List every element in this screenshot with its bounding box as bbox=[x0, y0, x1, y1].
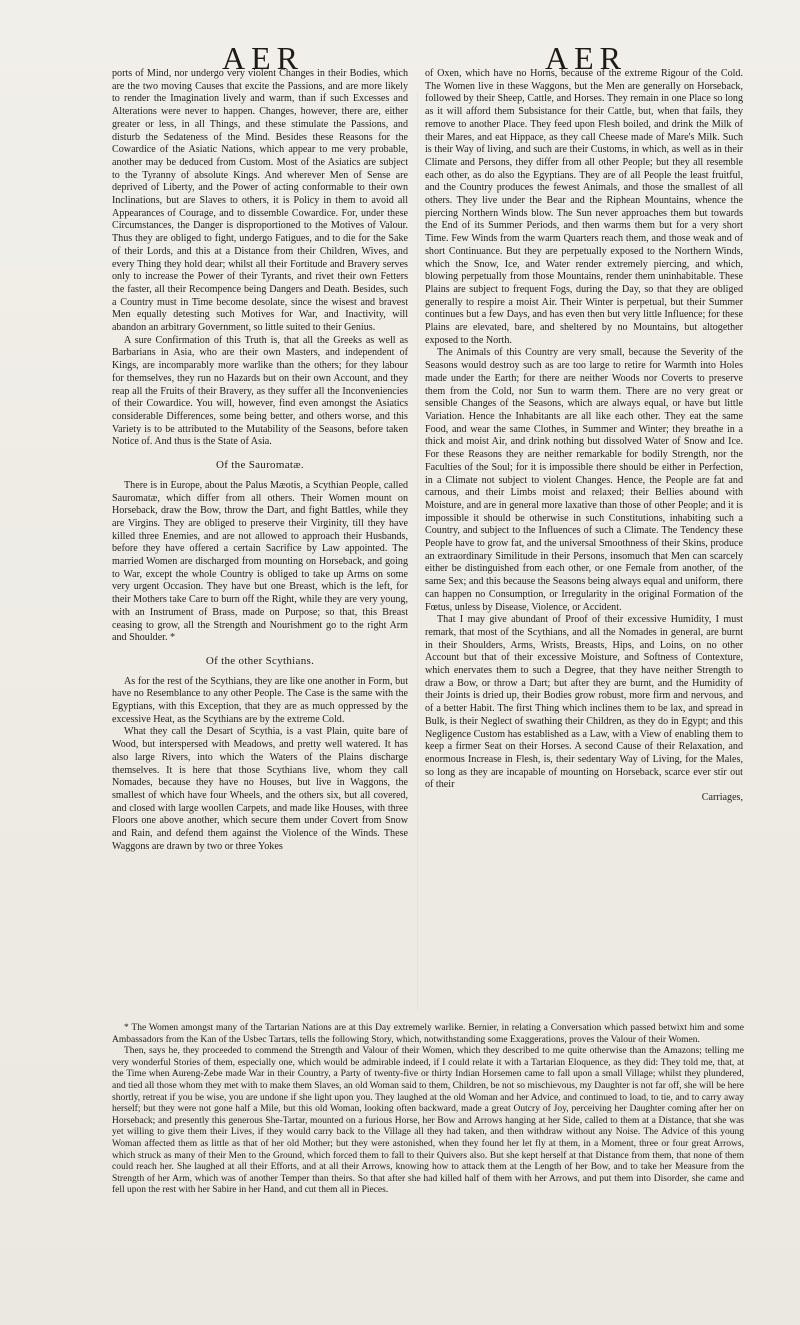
paragraph: A sure Confirmation of this Truth is, that all the Greeks as well as Barbarians in Asia, who are their own Masters, and independent of Kings, are incomparably more warlike than the others; for they labour for themselves, they run no Hazards but on their own Account, and they reap all the Fruits of their Bravery, as they suffer all the Inconveniencies of their Cowardice. You will, however, find even amongst the Asiatics considerable Differences, some being better, and others worse, and this Variety is to be attributed to the Mutability of the Seasons, before taken Notice of. And thus is the State of Asia. bbox=[112, 334, 408, 448]
right-column bbox=[425, 68, 743, 805]
paragraph: The Animals of this Country are very small, because the Severity of the Seasons would destroy such as are too large to retire for Warmth into Holes made under the Earth; for there are neither Woods nor Coverts to preserve them from the Cold, nor Sun to warm them. There are no very great or sensible Changes of the Seasons, which are always equal, or have but little Variation. Hence the Inhabitants are all like each other. They eat the same Food, and wear the same Clothes, in Summer and Winter; they breathe in a thick and moist Air, and drink nothing but dissolved Water of Snow and Ice. For these Reasons they are neither remarkable for bodily Strength, nor the Faculties of the Soul; for it is impossible there should be either in Perfection, in a Climate not subject to violent Changes. Hence, the People are fat and carnous, and their Limbs moist and relaxed; their Bellies abound with Moisture, and are in general more laxative than those of other People; and it is impossible it should be otherwise in such Constitutions, inhabiting such a Country, and subject to the Influences of such a Climate. The Tendency these People have to grow fat, and the universal Smoothness of their Skins, produce an extraordinary Similitude in their Persons, insomuch that Men can scarcely either be distinguished from each other, or one Female from another, of the same Sex; and this because the Seasons being always equal and uniform, there can happen no Consumption, or Irregularity in the original Formation of the Fœtus, unless by Disease, Violence, or Accident. bbox=[425, 347, 743, 613]
footnote-paragraph: Then, says he, they proceeded to commend the Strength and Valour of their Women, which they described to me quite otherwise than the Amazons; telling me very wonderful Stories of them, especially one, which would be admirable indeed, if I could relate it with a Tartarian Eloquence, as they did: They told me, that, at the Time when Aureng-Zebe made War in their Country, a Party of twenty-five or thirty Indian Horsemen came to fall upon a small Village; whilst they plundered, and tied all those whom they met with to make them Slaves, an old Woman said to them, Children, be not so mischievous, my Daughter is not far off, she will be here shortly, retreat if you be wise, you are undone if she light upon you. They laughed at the old Woman and her Advice, and continued to load, to tie, and to carry away herself; but they were not gone half a Mile, but this old Woman, looking often backward, made a great Outcry of Joy, perceiving her Daughter coming after her on Horseback; and presently this generous She-Tartar, mounted on a furious Horse, her Bow and Arrows hanging at her Side, called to them at a Distance, that she was yet willing to give them their Lives, if they would carry back to the Village all they had taken, and then withdraw without any Noise. The Advice of this young Woman affected them as little as that of her old Mother; but they were astonished, when they found her let fly at them, in a Moment, three or four great Arrows, which struck as many of their Men to the Ground, which forced them to fall to their Quivers also. But she kept herself at that Distance from them, that none of them could reach her. She laughed at all their Efforts, and at all their Arrows, knowing how to attack them at the Length of her Bow, and to take her Measure from the Strength of her Arm, which was of another Temper than theirs. So that after she had killed half of them with her Arrows, and put them into Disorder, she came and fell upon the rest with her Sabire in her Hand, and cut them all in Pieces. bbox=[112, 1046, 744, 1196]
footnote-paragraph: * The Women amongst many of the Tartarian Nations are at this Day extremely warlike. Bernier, in relating a Conversation which passed betwixt him and some Ambassadors from the Kan of the Usbec Tartars, tells the following Story, which, notwithstanding some Exaggerations, proves the Valour of their Women. bbox=[112, 1023, 744, 1045]
paragraph: That I may give abundant of Proof of their excessive Humidity, I must remark, that most of the Scythians, and all the Nomades in general, are burnt in their Shoulders, Arms, Wrists, Breasts, Hips, and Loins, on no other Account but that of their excessive Moisture, and Softness of Contexture, which enervates them to such a Degree, that they have neither Strength to draw a Bow, or throw a Dart; but after they are burnt, and the Humidity of their Joints is dried up, their Bodies grow robust, more firm and nervous, and of a better Habit. The first Thing which inclines them to be lax, and spread in Bulk, is their Neglect of swathing their Children, as they do in Egypt; and this Negligence Custom has established as a Law, with a View of enabling them to keep a firmer Seat on their Horses. A second Cause of their Relaxation, and enormous Increase in Flesh, is, their sedentary Way of Living, for the Males, so long as they are incapable of mounting on Horseback, scarce ever stir out of their bbox=[425, 614, 743, 791]
column-divider bbox=[417, 90, 418, 1010]
paragraph: ports of Mind, nor undergo very violent Changes in their Bodies, which are the two moving Causes that excite the Passions, and are more likely to render the Imagination lively and warm, than if such Excesses and Alterations were never to happen. Changes, however, there are, either greater or less, in all Things, and these stimulate the Passions, and disturb the Sedateness of the Mind. Besides these Reasons for the Cowardice of the Asiatic Nations, which appear to me very probable, another may be deduced from Custom. Most of the Asiatics are subject to the Tyranny of absolute Kings. And wherever Men of Sense are deprived of Liberty, and the Power of acting conformable to their own Inclinations, but are Slaves to others, it is Policy in them to avoid all Appearances of Courage, and to dissemble Cowardice. For, under these Circumstances, the Danger is disproportioned to the Motives of Valour. Thus they are obliged to fight, undergo Fatigues, and to die for the Sake of their Lords, and this at a Distance from their Children, Wives, and every Thing they hold dear; whilst all their Fortitude and Bravery serves only to increase the Power of their Tyrants, and rivet their own Fetters the faster, all their Recompence being Dangers and Death. Besides, such a Country must in Time become desolate, since the wisest and bravest Men equally detesting such Motives for War, and Inactivity, will abandon an arbitrary Government, so little suited to their Genius. bbox=[112, 68, 408, 334]
footnote bbox=[112, 1023, 744, 1197]
catchword: Carriages, bbox=[701, 792, 743, 804]
section-heading-sauromatae: Of the Sauromatæ. bbox=[216, 459, 304, 472]
paragraph: There is in Europe, about the Palus Mæotis, a Scythian People, called Sauromatæ, which differ from all others. Their Women mount on Horseback, draw the Bow, throw the Dart, and fight Battles, while they are Virgins. They are obliged to preserve their Virginity, till they have killed three Enemies, and are not allowed to approach their Husbands, before they have offered a certain Sacrifice by Law appointed. The married Women are discharged from mounting on Horseback, and going to War, except the whole Country is obliged to take up Arms on some very urgent Occasion. They have but one Breast, which is the left, for their Mothers take Care to burn off the Right, while they are very young, with an Instrument of Brass, made on Purpose; so that, this Breast ceasing to grow, all the Strength and Nourishment go to the right Arm and Shoulder. * bbox=[112, 479, 408, 644]
paragraph: As for the rest of the Scythians, they are like one another in Form, but have no Resemblance to any other People. The Case is the same with the Egyptians, with this Exception, that they are as much oppressed by the excessive Heat, as the Scythians are by the extreme Cold. bbox=[112, 675, 408, 725]
paragraph: of Oxen, which have no Horns, because of the extreme Rigour of the Cold. The Women live in these Waggons, but the Men are generally on Horseback, followed by their Sheep, Cattle, and Horses. They remain in one Place so long as it will afford them Subsistance for their Cattle, but, when that fails, they remove to another Place. They feed upon Flesh boiled, and drink the Milk of their Mares, and eat Hippace, as they call Cheese made of Mare's Milk. Such is their Way of living, and such are their Customs, in which, as well as in their Climate and Persons, they differ from all other People; but they all resemble each other, as do also the Egyptians. They are of all People the least fruitful, and the Country produces the fewest Animals, and those the smallest of all others. They live under the Bear and the Riphean Mountains, whence the piercing Northern Winds blow. The Sun never approaches them but towards the End of its Summer Periods, and then warms them but for a very short Time. Few Winds from the warm Quarters reach them, and those weak and of short Continuance. But they are perpetually exposed to the Northern Winds, which the Snow, Ice, and Water render extremely piercing, and which, blowing perpetually from those Mountains, render them uninhabitable. These Plains are subject to frequent Fogs, during the Day, so that they are obliged generally to respire a moist Air. Their Winter is perpetual, but their Summer continues but a few Days, and has even then but very little Influence; for these Plains are elevated, bare, and sheltered by no Mountains, but altogether exposed to the North. bbox=[425, 68, 743, 346]
running-head-right: AER bbox=[545, 40, 627, 76]
left-column bbox=[112, 68, 408, 853]
section-heading-other-scythians: Of the other Scythians. bbox=[205, 654, 315, 667]
paragraph: What they call the Desart of Scythia, is a vast Plain, quite bare of Wood, but interspersed with Meadows, and pretty well watered. It has also large Rivers, into which the Waters of the Plains discharge themselves. It is here that those Scythians live, whom they call Nomades, because they have no Houses, but live in Waggons, the smallest of which have four Wheels, and the others six, but all covered, and closed with large woollen Carpets, and made like Houses, with three Floors one above another, which secure them under Covert from Snow and Rain, and defend them against the Violence of the Winds. These Waggons are drawn by two or three Yokes bbox=[112, 726, 408, 852]
running-head-left: AER bbox=[222, 40, 304, 76]
